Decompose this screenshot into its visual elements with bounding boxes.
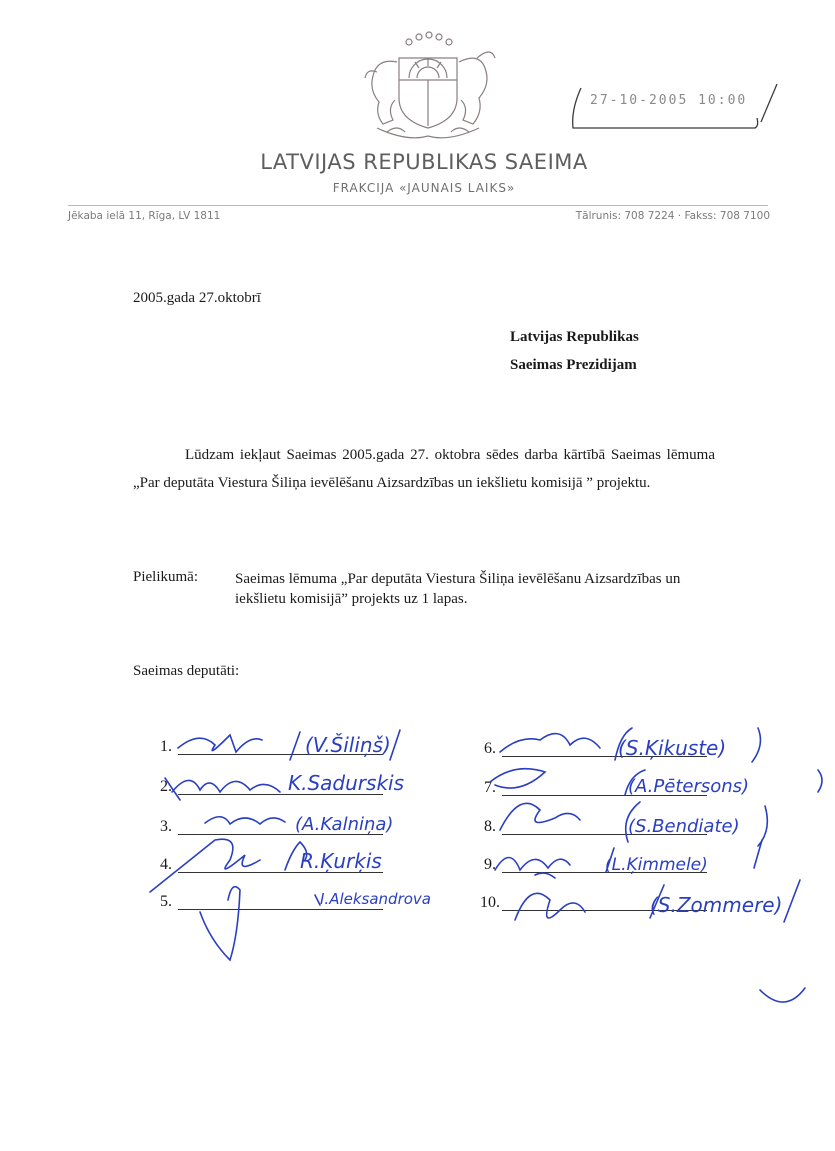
faction-name: FRAKCIJA «JAUNAIS LAIKS» xyxy=(332,181,516,195)
signature-number: 2. xyxy=(160,778,172,795)
letterhead-address: Jēkaba ielā 11, Rīga, LV 1811 xyxy=(68,210,221,222)
recipient-line-1: Latvijas Republikas xyxy=(510,329,639,345)
enclosure-label: Pielikumā: xyxy=(133,569,198,585)
signature-number: 10. xyxy=(480,894,500,911)
letterhead-contact: Tālrunis: 708 7224 · Fakss: 708 7100 xyxy=(575,210,770,222)
request-paragraph xyxy=(133,441,715,497)
organization-name: LATVIJAS REPUBLIKAS SAEIMA xyxy=(260,150,588,174)
coat-of-arms-emblem xyxy=(357,28,497,143)
signature-name-2: K.Sadurskis xyxy=(288,771,404,795)
handwritten-signatures xyxy=(0,700,835,1020)
signature-number: 5. xyxy=(160,893,172,910)
signature-number: 4. xyxy=(160,856,172,873)
signature-number: 8. xyxy=(484,818,496,835)
signature-name-3: (A.Kalniņa) xyxy=(295,814,394,835)
signature-number: 9. xyxy=(484,856,496,873)
deputies-label: Saeimas deputāti: xyxy=(133,663,240,679)
enclosure-text: Saeimas lēmuma „Par deputāta Viestura Šiliņa ievēlēšanu Aizsardzības un iekšlietu komisijā” projekts uz 1 lapas. xyxy=(235,571,681,607)
signature-number: 6. xyxy=(484,740,496,757)
signature-name-4: R.Ķurķis xyxy=(300,849,382,873)
signature-name-8: (S.Bendiate) xyxy=(628,816,740,837)
signature-name-6: (S.Ķikuste) xyxy=(618,736,727,760)
signature-name-5: I.Aleksandrova xyxy=(320,890,431,908)
signature-name-1: (V.Šiliņš) xyxy=(305,733,391,757)
letter-date: 2005.gada 27.oktobrī xyxy=(133,290,261,306)
signature-number: 7. xyxy=(484,779,496,796)
signature-name-7: (A.Pētersons) xyxy=(628,776,750,797)
signature-number: 1. xyxy=(160,738,172,755)
signature-name-9: (L.Ķimmele) xyxy=(605,855,708,875)
registration-stamp-datetime: 27-10-2005 10:00 xyxy=(590,93,748,108)
request-paragraph-text: Lūdzam iekļaut Saeimas 2005.gada 27. oktobra sēdes darba kārtībā Saeimas lēmuma „Par deputāta Viestura Šiliņa ievēlēšanu Aizsardzības un iekšlietu komisijā ” projektu. xyxy=(133,447,715,491)
registration-stamp-frame xyxy=(565,80,785,140)
letterhead-divider xyxy=(68,205,768,206)
recipient-line-2: Saeimas Prezidijam xyxy=(510,357,637,373)
signature-name-10: (S.Zommere) xyxy=(650,893,783,917)
signature-number: 3. xyxy=(160,818,172,835)
